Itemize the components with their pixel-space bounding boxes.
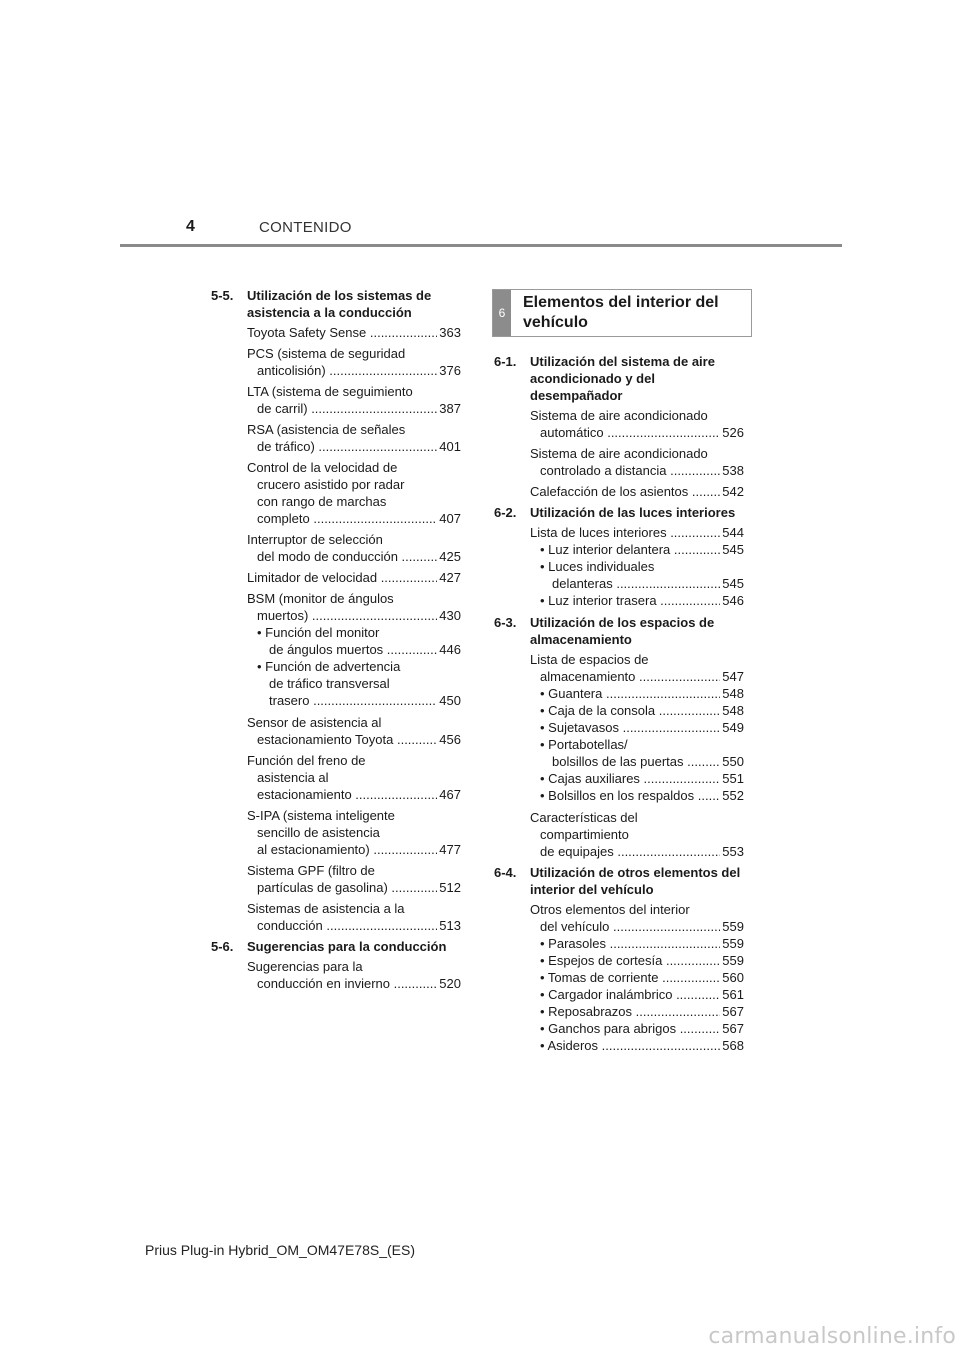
entry-text-line: Sugerencias para la bbox=[247, 959, 363, 974]
toc-subentry[interactable] bbox=[540, 592, 744, 609]
entry-text-line: muertos) ..... bbox=[247, 607, 437, 624]
toc-entry[interactable] bbox=[247, 714, 461, 748]
entry-text-line: Control de la velocidad de bbox=[247, 460, 398, 475]
entry-leader-line bbox=[247, 400, 461, 417]
section-number: 5-5. bbox=[211, 288, 234, 303]
page-ref: 363 bbox=[439, 325, 461, 340]
entry-text-line: controlado a distancia ..... bbox=[530, 462, 720, 479]
page-ref: 568 bbox=[722, 1038, 744, 1053]
entry-text-line: Sistema GPF (filtro de bbox=[247, 863, 375, 878]
entry-leader-line bbox=[247, 569, 461, 586]
toc-entry[interactable] bbox=[530, 524, 744, 541]
entry-text-line: trasero ..... bbox=[257, 692, 437, 709]
entry-text-line: Limitador de velocidad ..... bbox=[247, 569, 437, 586]
page-ref: 552 bbox=[722, 788, 744, 803]
entry-text-line: • Caja de la consola ..... bbox=[540, 702, 720, 719]
entry-text-line: de ángulos muertos ..... bbox=[257, 641, 437, 658]
toc-entry[interactable] bbox=[247, 900, 461, 934]
toc-section-heading bbox=[211, 938, 461, 955]
page-ref: 512 bbox=[439, 880, 461, 895]
entry-text-line: • Espejos de cortesía ..... bbox=[540, 952, 720, 969]
toc-subentry[interactable] bbox=[540, 719, 744, 736]
entry-leader-line bbox=[530, 843, 744, 860]
entry-text-line: Características del bbox=[530, 810, 638, 825]
page-ref: 407 bbox=[439, 511, 461, 526]
entry-leader-line bbox=[530, 483, 744, 500]
entry-text-line: • Sujetavasos ..... bbox=[540, 719, 720, 736]
toc-entry[interactable] bbox=[530, 445, 744, 479]
entry-leader-line bbox=[247, 879, 461, 896]
page-ref: 551 bbox=[722, 771, 744, 786]
entry-text-line: Calefacción de los asientos ..... bbox=[530, 483, 720, 500]
entry-text-line: • Luces individuales bbox=[540, 559, 655, 574]
toc-entry[interactable] bbox=[247, 752, 461, 803]
page-ref: 387 bbox=[439, 401, 461, 416]
entry-leader-line bbox=[247, 548, 461, 565]
entry-leader-line bbox=[530, 424, 744, 441]
entry-text-line: Sensor de asistencia al bbox=[247, 715, 382, 730]
entry-text-line: • Función del monitor bbox=[257, 625, 380, 640]
entry-text-line: asistencia al bbox=[257, 770, 329, 785]
entry-text-line: conducción ..... bbox=[247, 917, 437, 934]
page-ref: 547 bbox=[722, 669, 744, 684]
entry-text-line: anticolisión) ..... bbox=[247, 362, 437, 379]
entry-text-line: delanteras ..... bbox=[540, 575, 720, 592]
page-ref: 549 bbox=[722, 720, 744, 735]
entry-text-line: Sistema de aire acondicionado bbox=[530, 408, 708, 423]
toc-section-heading bbox=[494, 353, 744, 404]
entry-text-line: del modo de conducción ..... bbox=[247, 548, 437, 565]
watermark: carmanualsonline.info bbox=[708, 1324, 956, 1349]
page-ref: 456 bbox=[439, 732, 461, 747]
page-ref: 425 bbox=[439, 549, 461, 564]
page-ref: 450 bbox=[439, 693, 461, 708]
toc-entry[interactable] bbox=[247, 590, 461, 624]
entry-leader-line bbox=[540, 787, 744, 804]
toc-subentry[interactable] bbox=[540, 1003, 744, 1020]
entry-text-line: Toyota Safety Sense ..... bbox=[247, 324, 437, 341]
entry-text-line: crucero asistido por radar bbox=[257, 477, 405, 492]
chapter-title: Elementos del interior del vehículo bbox=[523, 294, 719, 331]
entry-leader-line bbox=[540, 541, 744, 558]
toc-subentry[interactable] bbox=[540, 736, 744, 770]
entry-leader-line bbox=[540, 986, 744, 1003]
entry-leader-line bbox=[247, 362, 461, 379]
toc-subentry[interactable] bbox=[540, 787, 744, 804]
section-number: 6-4. bbox=[494, 865, 517, 880]
toc-subentry[interactable] bbox=[540, 685, 744, 702]
toc-entry[interactable] bbox=[247, 383, 461, 417]
entry-text-line: S-IPA (sistema inteligente bbox=[247, 808, 395, 823]
entry-text-line: sencillo de asistencia bbox=[257, 825, 380, 840]
page-ref: 548 bbox=[722, 686, 744, 701]
section-number: 6-1. bbox=[494, 354, 517, 369]
toc-entry[interactable] bbox=[247, 345, 461, 379]
page-ref: 446 bbox=[439, 642, 461, 657]
toc-entry[interactable] bbox=[530, 901, 744, 935]
section-title: Utilización de otros elementos del interior del vehículo bbox=[530, 865, 741, 897]
entry-leader-line bbox=[247, 324, 461, 341]
toc-subentry[interactable] bbox=[540, 969, 744, 986]
section-title: Utilización de los espacios de almacenamiento bbox=[530, 615, 715, 647]
entry-text-line: PCS (sistema de seguridad bbox=[247, 346, 406, 361]
page-ref: 376 bbox=[439, 363, 461, 378]
entry-text-line: • Tomas de corriente ..... bbox=[540, 969, 720, 986]
page-ref: 559 bbox=[722, 919, 744, 934]
entry-leader-line bbox=[257, 692, 461, 709]
entry-leader-line bbox=[530, 524, 744, 541]
entry-text-line: compartimiento bbox=[540, 827, 629, 842]
toc-entry[interactable] bbox=[530, 483, 744, 500]
page-ref: 520 bbox=[439, 976, 461, 991]
entry-text-line: del vehículo ..... bbox=[530, 918, 720, 935]
entry-text-line: almacenamiento ..... bbox=[530, 668, 720, 685]
entry-text-line: • Luz interior delantera ..... bbox=[540, 541, 720, 558]
section-number: 6-3. bbox=[494, 615, 517, 630]
entry-leader-line bbox=[540, 770, 744, 787]
toc-entry[interactable] bbox=[247, 862, 461, 896]
toc-section-heading bbox=[494, 504, 744, 521]
entry-text-line: • Cajas auxiliares ..... bbox=[540, 770, 720, 787]
section-title: Utilización del sistema de aire acondicionado y del desempañador bbox=[530, 354, 715, 403]
toc-entry[interactable] bbox=[530, 651, 744, 685]
page-ref: 567 bbox=[722, 1004, 744, 1019]
entry-text-line: Otros elementos del interior bbox=[530, 902, 690, 917]
entry-text-line: LTA (sistema de seguimiento bbox=[247, 384, 413, 399]
entry-text-line: Lista de luces interiores ..... bbox=[530, 524, 720, 541]
entry-leader-line bbox=[247, 607, 461, 624]
page-ref: 544 bbox=[722, 525, 744, 540]
entry-leader-line bbox=[540, 575, 744, 592]
entry-text-line: Sistemas de asistencia a la bbox=[247, 901, 405, 916]
entry-text-line: • Bolsillos en los respaldos ..... bbox=[540, 787, 720, 804]
entry-leader-line bbox=[540, 1020, 744, 1037]
chapter-number-tab: 6 bbox=[493, 290, 511, 336]
entry-leader-line bbox=[247, 438, 461, 455]
entry-text-line: • Portabotellas/ bbox=[540, 737, 628, 752]
toc-subentry[interactable] bbox=[540, 1037, 744, 1054]
entry-leader-line bbox=[530, 462, 744, 479]
entry-leader-line bbox=[247, 975, 461, 992]
entry-text-line: de equipajes ..... bbox=[530, 843, 720, 860]
entry-text-line: completo ..... bbox=[247, 510, 437, 527]
toc-entry[interactable] bbox=[247, 421, 461, 455]
page-ref: 550 bbox=[722, 754, 744, 769]
toc-right-column bbox=[494, 353, 744, 1059]
entry-text-line: Lista de espacios de bbox=[530, 652, 649, 667]
entry-leader-line bbox=[540, 952, 744, 969]
entry-leader-line bbox=[247, 731, 461, 748]
entry-leader-line bbox=[257, 641, 461, 658]
entry-text-line: partículas de gasolina) ..... bbox=[247, 879, 437, 896]
page-ref: 546 bbox=[722, 593, 744, 608]
entry-text-line: Sistema de aire acondicionado bbox=[530, 446, 708, 461]
toc-subentry[interactable] bbox=[540, 558, 744, 592]
toc-section-heading bbox=[211, 287, 461, 321]
page-ref: 560 bbox=[722, 970, 744, 985]
toc-subentry[interactable] bbox=[540, 952, 744, 969]
entry-text-line: • Parasoles ..... bbox=[540, 935, 720, 952]
toc-entry[interactable] bbox=[247, 807, 461, 858]
entry-leader-line bbox=[530, 918, 744, 935]
section-title: Sugerencias para la conducción bbox=[247, 939, 447, 954]
toc-entry[interactable] bbox=[247, 958, 461, 992]
toc-entry[interactable] bbox=[247, 569, 461, 586]
entry-leader-line bbox=[540, 702, 744, 719]
entry-text-line: conducción en invierno ..... bbox=[247, 975, 437, 992]
entry-text-line: bolsillos de las puertas ..... bbox=[540, 753, 720, 770]
toc-entry[interactable] bbox=[247, 531, 461, 565]
toc-subentry[interactable] bbox=[257, 658, 461, 709]
toc-subentry[interactable] bbox=[540, 541, 744, 558]
entry-text-line: BSM (monitor de ángulos bbox=[247, 591, 394, 606]
entry-text-line: estacionamiento ..... bbox=[247, 786, 437, 803]
entry-leader-line bbox=[247, 841, 461, 858]
toc-subentry[interactable] bbox=[540, 770, 744, 787]
section-number: 6-2. bbox=[494, 505, 517, 520]
header-rule bbox=[120, 244, 842, 247]
page-ref: 513 bbox=[439, 918, 461, 933]
entry-text-line: • Ganchos para abrigos ..... bbox=[540, 1020, 720, 1037]
entry-text-line: • Función de advertencia bbox=[257, 659, 401, 674]
toc-subentry[interactable] bbox=[540, 935, 744, 952]
toc-subentry[interactable] bbox=[257, 624, 461, 658]
entry-leader-line bbox=[540, 969, 744, 986]
entry-text-line: RSA (asistencia de señales bbox=[247, 422, 406, 437]
entry-leader-line bbox=[247, 510, 461, 527]
entry-leader-line bbox=[540, 753, 744, 770]
entry-text-line: • Guantera ..... bbox=[540, 685, 720, 702]
page-ref: 542 bbox=[722, 484, 744, 499]
page-ref: 559 bbox=[722, 953, 744, 968]
page-ref: 548 bbox=[722, 703, 744, 718]
toc-section-heading bbox=[494, 614, 744, 648]
entry-leader-line bbox=[540, 592, 744, 609]
entry-leader-line bbox=[540, 1037, 744, 1054]
entry-leader-line bbox=[540, 719, 744, 736]
entry-text-line: con rango de marchas bbox=[257, 494, 387, 509]
page-ref: 401 bbox=[439, 439, 461, 454]
entry-text-line: de carril) ..... bbox=[247, 400, 437, 417]
entry-text-line: de tráfico transversal bbox=[269, 676, 390, 691]
chapter-box bbox=[492, 289, 752, 337]
section-title: Utilización de las luces interiores bbox=[530, 505, 736, 520]
page-ref: 526 bbox=[722, 425, 744, 440]
page-ref: 553 bbox=[722, 844, 744, 859]
section-number: 5-6. bbox=[211, 939, 234, 954]
toc-subentry[interactable] bbox=[540, 986, 744, 1003]
entry-text-line: estacionamiento Toyota ..... bbox=[247, 731, 437, 748]
entry-text-line: • Reposabrazos ..... bbox=[540, 1003, 720, 1020]
entry-leader-line bbox=[247, 786, 461, 803]
toc-entry[interactable] bbox=[247, 459, 461, 527]
entry-leader-line bbox=[540, 935, 744, 952]
section-title: Utilización de los sistemas de asistencia a la conducción bbox=[247, 288, 432, 320]
page-ref: 427 bbox=[439, 570, 461, 585]
entry-leader-line bbox=[530, 668, 744, 685]
entry-text-line: al estacionamiento) ..... bbox=[247, 841, 437, 858]
page-ref: 567 bbox=[722, 1021, 744, 1036]
page-number: 4 bbox=[186, 218, 195, 235]
entry-text-line: • Luz interior trasera ..... bbox=[540, 592, 720, 609]
entry-text-line: Interruptor de selección bbox=[247, 532, 383, 547]
entry-text-line: automático ..... bbox=[530, 424, 720, 441]
page-ref: 477 bbox=[439, 842, 461, 857]
page-ref: 559 bbox=[722, 936, 744, 951]
page-ref: 467 bbox=[439, 787, 461, 802]
toc-entry[interactable] bbox=[530, 407, 744, 441]
footer-text: Prius Plug-in Hybrid_OM_OM47E78S_(ES) bbox=[145, 1242, 415, 1258]
toc-section-heading bbox=[494, 864, 744, 898]
entry-text-line: • Asideros ..... bbox=[540, 1037, 720, 1054]
page-ref: 538 bbox=[722, 463, 744, 478]
entry-text-line: • Cargador inalámbrico ..... bbox=[540, 986, 720, 1003]
entry-text-line: Función del freno de bbox=[247, 753, 366, 768]
entry-text-line: de tráfico) ..... bbox=[247, 438, 437, 455]
toc-entry[interactable] bbox=[530, 809, 744, 860]
page-ref: 545 bbox=[722, 576, 744, 591]
page-ref: 430 bbox=[439, 608, 461, 623]
entry-leader-line bbox=[540, 685, 744, 702]
entry-leader-line bbox=[540, 1003, 744, 1020]
toc-entry[interactable] bbox=[247, 324, 461, 341]
page-header-title: CONTENIDO bbox=[259, 219, 352, 236]
toc-subentry[interactable] bbox=[540, 1020, 744, 1037]
entry-leader-line bbox=[247, 917, 461, 934]
toc-left-column bbox=[211, 287, 461, 996]
page-ref: 545 bbox=[722, 542, 744, 557]
page-ref: 561 bbox=[722, 987, 744, 1002]
toc-subentry[interactable] bbox=[540, 702, 744, 719]
